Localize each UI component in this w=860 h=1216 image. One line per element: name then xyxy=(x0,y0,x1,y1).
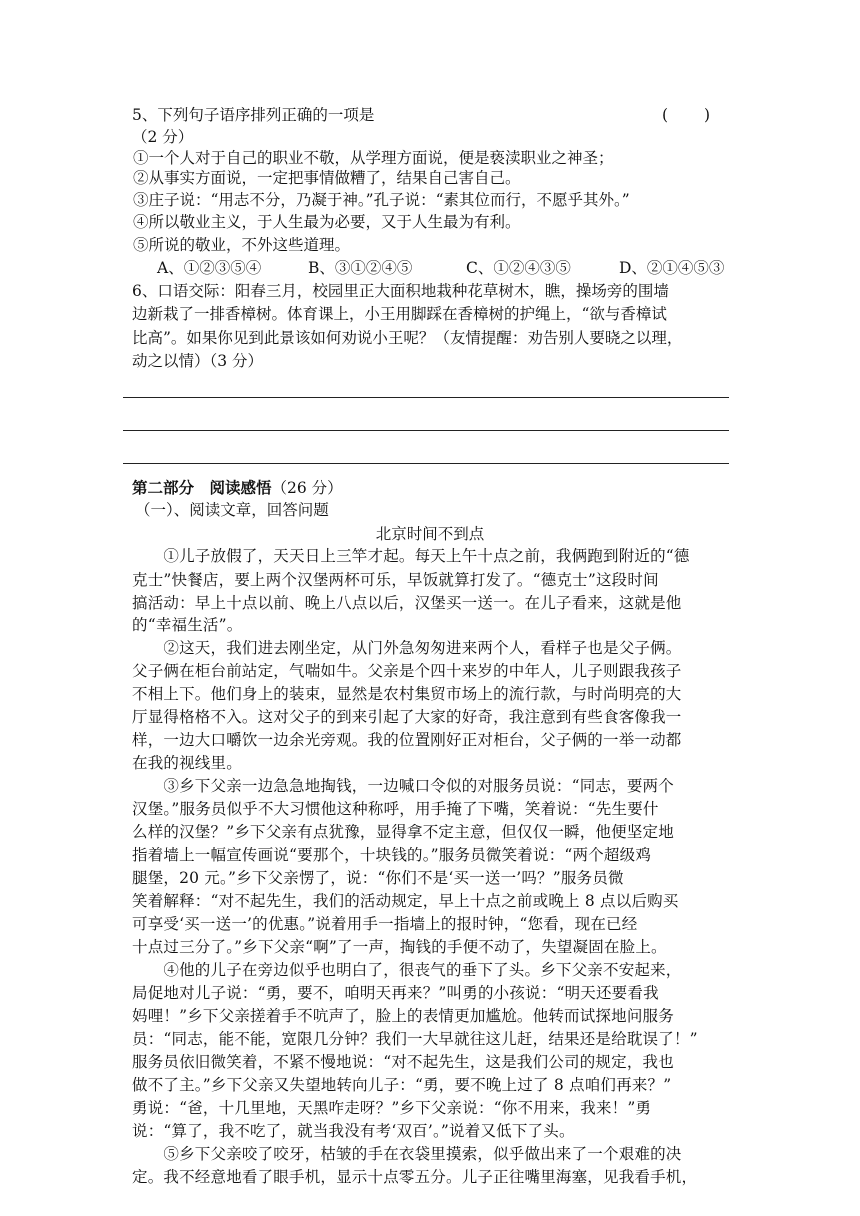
article-line: 服务员依旧微笑着，不紧不慢地说：“对不起先生，这是我们公司的规定，我也 xyxy=(132,1053,674,1071)
article-line: 不相上下。他们身上的装束，显然是农村集贸市场上的流行款，与时尚明亮的大 xyxy=(132,685,682,703)
sentence-2: ②从事实方面说，一定把事情做糟了，结果自己害自己。 xyxy=(133,169,521,187)
article-line: 指着墙上一幅宣传画说“要那个，十块钱的。”服务员微笑着说：“两个超级鸡 xyxy=(132,846,652,864)
sentence-5: ⑤所说的敬业，不外这些道理。 xyxy=(133,236,351,254)
option-d: D、②①④⑤③ xyxy=(619,259,725,277)
subsection-heading: （一）、阅读文章，回答问题 xyxy=(135,501,329,519)
sentence-4: ④所以敬业主义，于人生最为必要，又于人生最为有利。 xyxy=(133,213,521,231)
article-line: 妈哩！”乡下父亲搓着手不吭声了，脸上的表情更加尴尬。他转而试探地问服务 xyxy=(132,1007,674,1025)
article-line: 员：“同志，能不能，宽限几分钟？我们一大早就往这儿赶，结果还是给耽误了！” xyxy=(132,1030,698,1048)
answer-line xyxy=(123,430,729,431)
sentence-1: ①一个人对于自己的职业不敬，从学理方面说，便是亵渎职业之神圣； xyxy=(133,149,614,167)
article-line: ⑤乡下父亲咬了咬牙，枯皱的手在衣袋里摸索，似乎做出来了一个艰难的决 xyxy=(132,1145,682,1163)
question-6-line: 边新栽了一排香樟树。体育课上，小王用脚踩在香樟树的护绳上，“欲与香樟试 xyxy=(132,305,667,323)
article-line: ④他的儿子在旁边似乎也明白了，很丧气的垂下了头。乡下父亲不安起来， xyxy=(132,961,682,979)
question-5-title: 5、下列句子语序排列正确的一项是 xyxy=(132,106,375,124)
option-c: C、①②④③⑤ xyxy=(466,259,571,277)
part-2-heading xyxy=(132,478,343,498)
article-line: 汉堡。”服务员似乎不大习惯他这种称呼，用手掩了下嘴，笑着说：“先生要什 xyxy=(132,800,659,818)
article-line: 可享受‘买一送一’的优惠。”说着用手一指墙上的报时钟，“您看，现在已经 xyxy=(132,915,638,933)
article-line: 做不了主。”乡下父亲又失望地转向儿子：“勇，要不晚上过了 8 点咱们再来？” xyxy=(132,1076,672,1094)
article-line: 腿堡，20 元。”乡下父亲愣了，说：“你们不是‘买一送一’吗？”服务员微 xyxy=(132,869,624,887)
article-line: 笑着解释：“对不起先生，我们的活动规定，早上十点之前或晚上 8 点以后购买 xyxy=(132,892,679,910)
question-6-line: 6、口语交际：阳春三月，校园里正大面积地栽种花草树木，瞧，操场旁的围墙 xyxy=(132,282,669,300)
article-line: 克士”快餐店，要上两个汉堡两杯可乐，早饭就算打发了。“德克士”这段时间 xyxy=(132,571,659,589)
question-6-line: 比高”。如果你见到此景该如何劝说小王呢？（友情提醒：劝告别人要晓之以理， xyxy=(132,329,683,347)
article-line: ①儿子放假了，天天日上三竿才起。每天上午十点之前，我俩跑到附近的“德 xyxy=(132,547,690,565)
article-line: 的“幸福生活”。 xyxy=(132,616,243,634)
article-line: 样，一边大口嚼饮一边余光旁观。我的位置刚好正对柜台，父子俩的一举一动都 xyxy=(132,731,682,749)
sentence-3: ③庄子说：“用志不分，乃凝于神。”孔子说：“素其位而行，不愿乎其外。” xyxy=(133,191,630,209)
question-6-line: 动之以情）（3 分） xyxy=(132,352,264,370)
answer-line xyxy=(123,463,729,464)
option-b: B、③①②④⑤ xyxy=(308,259,413,277)
answer-line xyxy=(123,397,729,398)
question-5-score: （2 分） xyxy=(132,128,194,146)
part-2-title: 第二部分 阅读感悟 xyxy=(132,478,272,497)
article-line: ③乡下父亲一边急急地掏钱，一边喊口令似的对服务员说：“同志，要两个 xyxy=(132,777,674,795)
article-line: 厅显得格格不入。这对父子的到来引起了大家的好奇，我注意到有些食客像我一 xyxy=(132,708,682,726)
article-line: 定。我不经意地看了眼手机，显示十点零五分。儿子正往嘴里海塞，见我看手机， xyxy=(132,1168,698,1186)
article-line: 么样的汉堡？”乡下父亲有点犹豫，显得拿不定主意，但仅仅一瞬，他便坚定地 xyxy=(132,823,674,841)
option-a: A、①②③⑤④ xyxy=(157,259,262,277)
article-line: 说：“算了，我不吃了，就当我没有考‘双百’。”说着又低下了头。 xyxy=(132,1122,575,1140)
article-line: 十点过三分了。”乡下父亲“啊”了一声，掏钱的手便不动了，失望凝固在脸上。 xyxy=(132,938,667,956)
article-line: 局促地对儿子说：“勇，要不，咱明天再来？”叫勇的小孩说：“明天还要看我 xyxy=(132,984,659,1002)
article-title: 北京时间不到点 xyxy=(375,525,485,543)
article-line: 勇说：“爸，十几里地，天黑咋走呀？”乡下父亲说：“你不用来，我来！”勇 xyxy=(132,1099,652,1117)
answer-parentheses: ( ) xyxy=(662,106,711,124)
article-line: 在我的视线里。 xyxy=(132,754,242,772)
article-line: 搞活动：早上十点以前、晚上八点以后，汉堡买一送一。在儿子看来，这就是他 xyxy=(132,594,682,612)
part-2-score: （26 分） xyxy=(271,479,343,497)
article-line: 父子俩在柜台前站定，气喘如牛。父亲是个四十来岁的中年人，儿子则跟我孩子 xyxy=(132,662,682,680)
article-line: ②这天，我们进去刚坐定，从门外急匆匆进来两个人，看样子也是父子俩。 xyxy=(132,639,682,657)
